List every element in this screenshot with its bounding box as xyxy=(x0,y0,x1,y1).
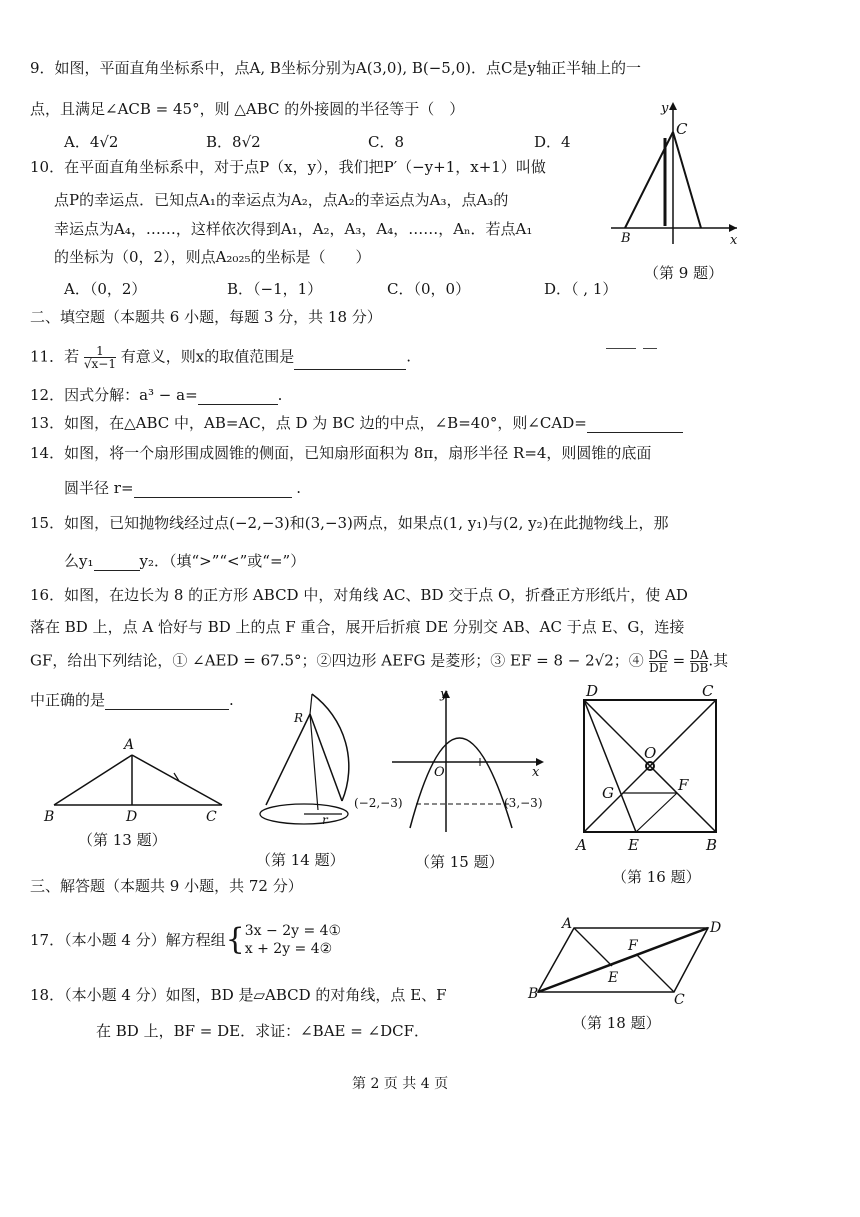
fig15-label-y: y xyxy=(440,687,448,702)
q13-line xyxy=(30,413,683,433)
fig9-label-y: y xyxy=(661,101,669,116)
fig13-label-b: B xyxy=(44,809,55,825)
q17-equation-2: x + 2y = 4② xyxy=(244,941,333,957)
q9-option-d: D．4 xyxy=(534,133,571,151)
scan-mark-2 xyxy=(643,348,657,349)
q12-answer-blank[interactable] xyxy=(198,388,278,405)
q16-line1: 16．如图，在边长为 8 的正方形 ABCD 中，对角线 AC、BD 交于点 O，折叠正方形纸片，使 AD xyxy=(30,586,688,604)
q15-text: y₂．（填“>”“<”或“=”） xyxy=(139,552,306,570)
q11-prefix: 11．若 xyxy=(30,347,80,366)
q17-equation-1: 3x − 2y = 4① xyxy=(244,923,342,939)
q11-denominator: √x−1 xyxy=(83,357,116,371)
fig13-label-a: A xyxy=(124,737,135,753)
q17-system xyxy=(245,922,341,958)
q14-end: . xyxy=(296,479,302,497)
fig16-label-b: B xyxy=(706,836,718,854)
fig13-label-c: C xyxy=(206,809,217,825)
fig18-label-a: A xyxy=(562,916,573,932)
q11-fraction xyxy=(84,345,116,370)
q12-end: . xyxy=(277,386,283,404)
fig15-label-x: x xyxy=(532,765,540,780)
fig13-caption: （第 13 题） xyxy=(78,831,167,849)
q16-frac1-num: DG xyxy=(648,648,668,662)
fig18-label-b: B xyxy=(528,986,539,1002)
q16-fraction-dg-de xyxy=(649,649,668,674)
q17-line xyxy=(30,922,341,966)
figure-18 xyxy=(524,912,734,1008)
q14-line2 xyxy=(64,478,301,498)
q16-frac2-den: DB xyxy=(689,661,709,675)
figure-15 xyxy=(352,686,548,836)
figure-14 xyxy=(246,688,366,838)
fig9-label-x: x xyxy=(730,233,738,248)
q16-end: . xyxy=(229,691,234,709)
q17-brace: { xyxy=(225,922,245,957)
q16-frac2-num: DA xyxy=(690,648,709,662)
q9-option-a: A．4√2 xyxy=(64,133,119,151)
fig18-caption: （第 18 题） xyxy=(572,1014,661,1032)
fig15-label-o: O xyxy=(434,765,445,780)
q10-line1: 10．在平面直角坐标系中，对于点P（x，y），我们把P′（−y+1，x+1）叫做 xyxy=(30,158,546,176)
fig13-label-d: D xyxy=(126,809,138,825)
q16-line4 xyxy=(30,690,234,710)
section-fill-in-title: 二、填空题（本题共 6 小题，每题 3 分，共 18 分） xyxy=(30,308,382,326)
fig16-label-f: F xyxy=(678,776,689,794)
q16-line3 xyxy=(30,649,728,674)
q15-line2 xyxy=(64,551,305,571)
q12-line xyxy=(30,385,282,405)
fig16-label-e: E xyxy=(628,836,639,854)
q11-end: . xyxy=(406,347,412,366)
q15-answer-blank[interactable] xyxy=(94,554,140,571)
q16-frac1-den: DE xyxy=(648,661,668,675)
fig16-label-c: C xyxy=(702,682,714,700)
fig14-label-small-r: r xyxy=(322,813,328,827)
q15-y1: 么y₁ xyxy=(64,552,94,570)
figure-9 xyxy=(603,98,743,248)
q16-text: 中正确的是 xyxy=(30,691,106,709)
q13-text: 13．如图，在△ABC 中，AB=AC，点 D 为 BC 边的中点，∠B=40°，则∠CAD= xyxy=(30,414,587,432)
q11-text: 有意义，则x的取值范围是 xyxy=(120,347,295,366)
q14-text: 圆半径 r= xyxy=(64,479,134,497)
q15-line1: 15．如图，已知抛物线经过点(−2,−3)和(3,−3)两点，如果点(1, y₁)与(2, y₂)在此抛物线上，那 xyxy=(30,514,669,532)
q18-line1: 18．（本小题 4 分）如图，BD 是▱ABCD 的对角线，点 E、F xyxy=(30,986,447,1004)
fig14-caption: （第 14 题） xyxy=(256,851,345,869)
q16-conclusions: GF，给出下列结论，① ∠AED = 67.5°；②四边形 AEFG 是菱形；③ EF = 8 − 2√2；④ xyxy=(30,651,644,670)
q16-answer-blank[interactable] xyxy=(105,693,229,710)
q9-option-c: C．8 xyxy=(368,133,405,151)
fig15-label-point2: (3,−3) xyxy=(504,796,543,810)
fig16-label-a: A xyxy=(576,836,587,854)
q10-line3: 幸运点为A₄，……，这样依次得到A₁，A₂，A₃，A₄，……，Aₙ．若点A₁ xyxy=(54,220,533,238)
fig9-label-c: C xyxy=(676,120,688,138)
page-footer: 第 2 页 共 4 页 xyxy=(352,1076,449,1092)
fig16-label-o: O xyxy=(644,744,657,762)
fig9-caption: （第 9 题） xyxy=(644,264,724,282)
q10-option-b: B．（−1，1） xyxy=(227,280,323,298)
section-solve-title: 三、解答题（本题共 9 小题，共 72 分） xyxy=(30,877,303,895)
q12-text: 12．因式分解：a³ − a= xyxy=(30,386,198,404)
q11-line xyxy=(30,345,411,370)
fig18-label-d: D xyxy=(710,920,722,936)
q9-line2: 点，且满足∠ACB = 45°，则 △ABC 的外接圆的半径等于（ ） xyxy=(30,100,465,118)
fig18-label-e: E xyxy=(608,970,619,986)
q16-line2: 落在 BD 上，点 A 恰好与 BD 上的点 F 重合，展开后折痕 DE 分别交 AB、AC 于点 E、G，连接 xyxy=(30,618,685,636)
q9-line1: 9．如图，平面直角坐标系中，点A, B坐标分别为A(3,0), B(−5,0)．点C是y轴正半轴上的一 xyxy=(30,59,641,77)
fig16-label-g: G xyxy=(602,784,614,802)
q16-equals: = xyxy=(672,651,686,670)
fig14-label-r: R xyxy=(294,711,304,725)
q11-numerator: 1 xyxy=(96,344,104,358)
fig18-label-c: C xyxy=(674,992,685,1008)
q10-option-a: A．（0，2） xyxy=(64,280,147,298)
q9-option-b: B．8√2 xyxy=(206,133,261,151)
fig15-label-point1: (−2,−3) xyxy=(354,796,403,810)
q11-answer-blank[interactable] xyxy=(294,353,406,370)
fig16-caption: （第 16 题） xyxy=(612,868,701,886)
q17-text: 17．（本小题 4 分）解方程组 xyxy=(30,931,226,949)
fig16-label-d: D xyxy=(586,682,599,700)
q16-fraction-da-db xyxy=(690,649,708,674)
fig9-label-b: B xyxy=(621,231,631,246)
q10-line2: 点P的幸运点．已知点A₁的幸运点为A₂，点A₂的幸运点为A₃，点A₃的 xyxy=(54,191,509,209)
q18-line2: 在 BD 上，BF = DE．求证：∠BAE = ∠DCF． xyxy=(96,1022,430,1040)
figure-13 xyxy=(40,735,230,827)
figure-16 xyxy=(572,682,732,854)
q13-answer-blank[interactable] xyxy=(587,416,683,433)
q10-line4: 的坐标为（0，2），则点A₂₀₂₅的坐标是（ ） xyxy=(54,248,371,266)
q14-line1: 14．如图，将一个扇形围成圆锥的侧面，已知扇形面积为 8π，扇形半径 R=4，则圆锥的底面 xyxy=(30,444,652,462)
scan-mark xyxy=(606,348,636,349)
q10-option-d: D．（ , 1） xyxy=(544,280,618,298)
q14-answer-blank[interactable] xyxy=(134,481,292,498)
fig15-caption: （第 15 题） xyxy=(415,853,504,871)
fig18-label-f: F xyxy=(628,938,638,954)
q10-option-c: C．（0，0） xyxy=(387,280,471,298)
q16-line3-end: .其 xyxy=(708,651,729,670)
